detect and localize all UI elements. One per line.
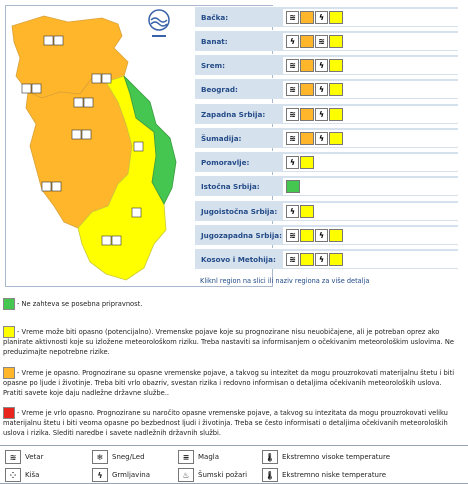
phenomenon-wind: [5, 450, 43, 464]
warning-level-yellow: [329, 132, 343, 145]
region-row[interactable]: [195, 30, 458, 51]
phenomenon-label: Kiša: [25, 471, 40, 479]
region-row[interactable]: [195, 151, 458, 172]
region-row[interactable]: [195, 175, 458, 196]
phenomenon-label: Magla: [198, 453, 220, 461]
region-row[interactable]: [195, 200, 458, 221]
thunder-icon: ϟ: [315, 229, 328, 242]
warning-level-orange: [300, 108, 314, 121]
region-warning-cells: [283, 154, 458, 171]
thunder-icon: ϟ: [315, 132, 328, 145]
region-row[interactable]: [195, 127, 458, 148]
wind-icon: ≋: [5, 450, 21, 464]
region-row[interactable]: [195, 224, 458, 245]
region-name-link[interactable]: Pomoravlje:: [201, 158, 250, 167]
region-warning-cells: [283, 251, 458, 268]
thunder-icon: ϟ: [315, 253, 328, 266]
warning-level-yellow: [300, 253, 314, 266]
region-warning-cells: [283, 57, 458, 74]
phenomenon-rain: [5, 468, 39, 482]
phenomenon-label: Ekstremno visoke temperature: [282, 453, 391, 461]
forest-fire-icon: ♨: [178, 468, 194, 482]
region-warning-cells: [283, 33, 458, 50]
phenomenon-snow: [92, 450, 145, 464]
legend-text: - Vreme je opasno. Prognozirane su opasne vremenske pojave, a takvog su intezitet da mogu prouzrokovati materijalnu štetu i biti opasne po ljude i životinje. Treba biti vrlo obazriv, svestan rizika i redovno informisan o detaljima očekivanih meteoroloških uslova. Pratiti savete koje daju nadležne državne službe..: [3, 369, 455, 397]
region-row[interactable]: [195, 103, 458, 124]
legend-text: - Ne zahteva se posebna pripravnost.: [17, 300, 143, 308]
wind-icon: ≋: [286, 132, 299, 145]
rhmz-logo: [146, 8, 172, 42]
legend-item-yellow: [3, 326, 461, 362]
wind-icon: ≋: [315, 35, 328, 48]
region-warning-cells: [283, 178, 458, 195]
region-name-link[interactable]: Srem:: [201, 61, 225, 70]
rain-icon: ⁘: [5, 468, 21, 482]
region-name-link[interactable]: Šumadija:: [201, 134, 242, 143]
wind-icon: ≋: [286, 59, 299, 72]
low-temperature-icon: 🌡: [262, 468, 278, 482]
phenomenon-forest-fire: [178, 468, 247, 482]
phenomena-key: [0, 445, 468, 484]
warning-level-orange: [300, 59, 314, 72]
thunder-icon: ϟ: [315, 83, 328, 96]
wind-icon: ≋: [286, 108, 299, 121]
warning-level-yellow: [329, 229, 343, 242]
legend-item-orange: [3, 367, 461, 403]
legend-text: - Vreme može biti opasno (potencijalno). Vremenske pojave koje su prognozirane nisu neuobičajene, ali je potreban oprez ako planirate aktivnosti koje su izložene meteorološkom riziku. Treba nastaviti sa informisanjem o očekivanim meteorološkim uslovima. Ne preduzimajte nepotrebne rizike.: [3, 328, 454, 356]
warning-level-yellow: [329, 35, 343, 48]
wind-icon: ≋: [286, 253, 299, 266]
legend-text: - Vreme je vrlo opasno. Prognozirane su naročito opasne vremenske pojave, a takvog su intezitata da mogu prouzrokovati veliku materijalnu štetu i biti veoma opasne po bezbednost ljudi i životinja. Treba se često informisati o detaljima očekivanih meteoroloških uslova i rizika. Slediti naredbe i savete nadležnih državnih službi.: [3, 409, 448, 437]
warning-level-green: [286, 180, 300, 193]
high-temperature-icon: 🌡: [262, 450, 278, 464]
phenomenon-thunder: [92, 468, 150, 482]
warning-level-orange: [300, 11, 314, 24]
thunder-icon: ϟ: [92, 468, 108, 482]
warning-level-orange: [300, 83, 314, 96]
region-name-link[interactable]: Jugoistočna Srbija:: [201, 207, 278, 216]
phenomenon-low-temperature: [262, 468, 386, 482]
thunder-icon: ϟ: [286, 156, 299, 169]
region-name-link[interactable]: Jugozapadna Srbija:: [201, 231, 283, 240]
click-hint: Kliknl region na slici ili naziv regiona za više detalja: [200, 277, 370, 285]
legend-item-red: [3, 407, 461, 437]
region-warning-cells: [283, 106, 458, 123]
region-name-link[interactable]: Istočna Srbija:: [201, 182, 260, 191]
warning-level-yellow: [300, 229, 314, 242]
region-row[interactable]: [195, 54, 458, 75]
warning-level-yellow: [329, 59, 343, 72]
region-row[interactable]: [195, 78, 458, 99]
phenomenon-label: Sneg/Led: [112, 453, 145, 461]
thunder-icon: ϟ: [315, 108, 328, 121]
region-row[interactable]: [195, 248, 458, 269]
region-warning-cells: [283, 130, 458, 147]
snow-icon: ❄: [92, 450, 108, 464]
region-name-link[interactable]: Zapadna Srbija:: [201, 110, 266, 119]
wind-icon: ≋: [286, 83, 299, 96]
warning-level-yellow: [329, 83, 343, 96]
thunder-icon: ϟ: [315, 59, 328, 72]
wind-icon: ≋: [286, 229, 299, 242]
phenomenon-high-temperature: [262, 450, 390, 464]
wind-icon: ≋: [286, 11, 299, 24]
region-warning-cells: [283, 227, 458, 244]
thunder-icon: ϟ: [286, 35, 299, 48]
thunder-icon: ϟ: [286, 205, 299, 218]
legend-item-green: [3, 298, 461, 310]
region-warning-cells: [283, 203, 458, 220]
warning-level-yellow: [329, 11, 343, 24]
region-name-link[interactable]: Kosovo i Metohija:: [201, 255, 276, 264]
phenomenon-label: Ekstremno niske temperature: [282, 471, 387, 479]
warning-level-yellow: [300, 156, 314, 169]
region-name-link[interactable]: Bačka:: [201, 13, 229, 22]
phenomenon-label: Šumski požari: [198, 471, 248, 479]
warning-level-orange: [300, 132, 314, 145]
region-row[interactable]: [195, 6, 458, 27]
fog-icon: ≡: [178, 450, 194, 464]
region-warning-cells: [283, 81, 458, 98]
thunder-icon: ϟ: [315, 11, 328, 24]
phenomenon-label: Grmljavina: [112, 471, 150, 479]
phenomenon-fog: [178, 450, 219, 464]
warning-level-orange: [300, 35, 314, 48]
region-name-link[interactable]: Banat:: [201, 37, 228, 46]
region-name-link[interactable]: Beograd:: [201, 85, 238, 94]
region-warning-cells: [283, 9, 458, 26]
warning-level-yellow: [300, 205, 314, 218]
warning-level-yellow: [329, 253, 343, 266]
warning-level-yellow: [329, 108, 343, 121]
phenomenon-label: Vetar: [25, 453, 44, 461]
